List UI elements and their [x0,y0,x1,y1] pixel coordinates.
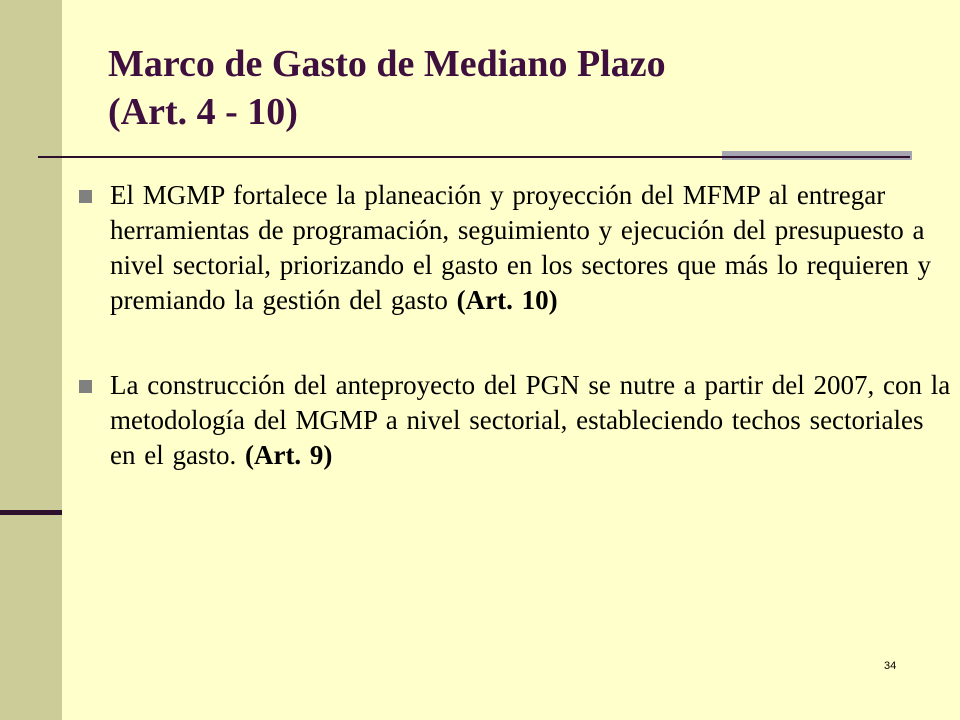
left-accent-band [0,0,62,720]
bullet-1-article-ref: (Art. 10) [456,285,558,315]
slide-title [108,40,928,136]
bullet-item-1 [76,178,952,318]
bullet-1-text: El MGMP fortalece la planeación y proyección del MFMP al entregar herramientas de programación, seguimiento y ejecución del presupuesto a nivel sectorial, priorizando el gasto en los sectores que más lo requieren y premiando la gestión del gasto [110,180,931,315]
bullet-2-article-ref: (Art. 9) [244,440,333,470]
slide-title-line-1: Marco de Gasto de Mediano Plazo [108,43,666,85]
square-bullet-icon [79,380,92,393]
bullet-item-2 [76,368,952,473]
page-number: 34 [884,660,897,672]
title-underline-rule [38,156,910,158]
square-bullet-icon [79,190,92,203]
bullet-2-text: La construcción del anteproyecto del PGN se nutre a partir del 2007, con la metodología del MGMP a nivel sectorial, estableciendo techos sectoriales en el gasto. [110,370,951,470]
left-band-foot-rule [0,510,62,515]
bullet-list [76,178,952,473]
slide-title-line-2: (Art. 4 - 10) [108,91,298,133]
